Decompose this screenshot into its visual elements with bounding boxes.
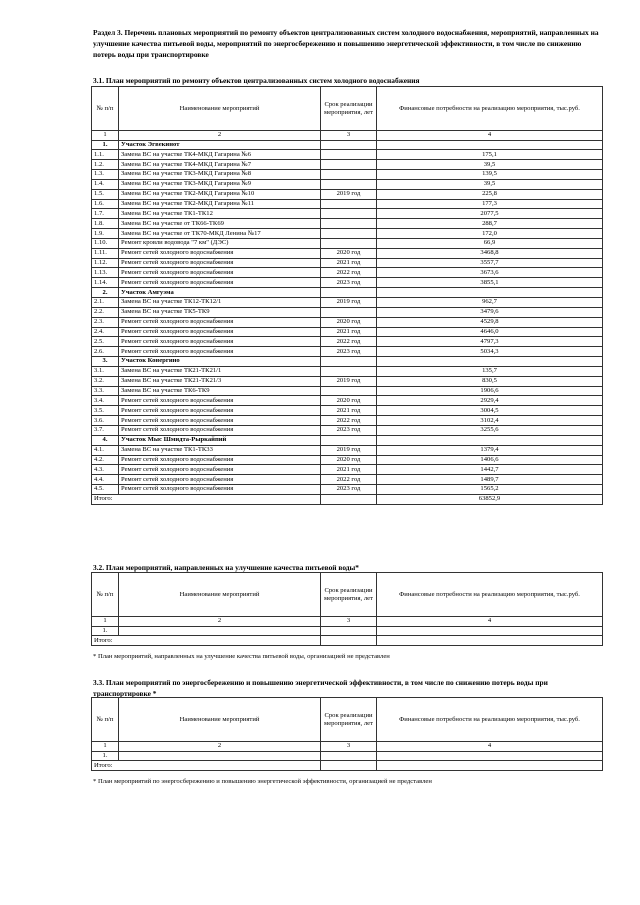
row-value: 1442,7 (377, 465, 603, 475)
row-value (377, 626, 603, 636)
section-row (92, 435, 603, 445)
column-number: 2 (119, 617, 321, 627)
table2-title: 3.2. План мероприятий, направленных на улучшение качества питьевой воды* (93, 563, 360, 572)
table-row (92, 327, 603, 337)
header-term: Срок реализации мероприятия, лет (321, 698, 377, 742)
row-term: 2022 год (321, 416, 377, 426)
row-num: 2.4. (92, 327, 119, 337)
row-value: 2077,5 (377, 209, 603, 219)
row-num: 4. (92, 435, 119, 445)
column-number: 2 (119, 742, 321, 752)
table-row (92, 238, 603, 248)
table-row (92, 465, 603, 475)
table-row (92, 406, 603, 416)
row-term: 2023 год (321, 425, 377, 435)
table-header-row (92, 87, 603, 131)
row-name: Замена ВС на участке ТК5-ТК9 (119, 307, 321, 317)
row-num: 1.4. (92, 179, 119, 189)
row-name: Участок Эгвекинот (119, 140, 321, 150)
row-name: Ремонт сетей холодного водоснабжения (119, 475, 321, 485)
row-name: Замена ВС на участке ТК2-МКД Гагарина №11 (119, 199, 321, 209)
total-label: Итого: (92, 636, 321, 646)
energy-saving-plan-table (91, 697, 603, 771)
row-term (321, 366, 377, 376)
table-row (92, 229, 603, 239)
row-num: 1. (92, 626, 119, 636)
row-num: 1.7. (92, 209, 119, 219)
row-term: 2020 год (321, 317, 377, 327)
row-term (321, 209, 377, 219)
table-row (92, 307, 603, 317)
row-value: 66,9 (377, 238, 603, 248)
row-value: 3468,8 (377, 248, 603, 258)
row-term: 2023 год (321, 347, 377, 357)
row-name: Замена ВС на участке ТК3-МКД Гагарина №8 (119, 170, 321, 180)
total-value (377, 761, 603, 771)
column-number-row (92, 131, 603, 141)
row-num: 2.1. (92, 298, 119, 308)
column-number: 1 (92, 131, 119, 141)
row-num: 4.4. (92, 475, 119, 485)
header-finance: Финансовые потребности на реализацию мероприятия, тыс.руб. (377, 573, 603, 617)
row-name: Замена ВС на участке ТК4-МКД Гагарина №6 (119, 150, 321, 160)
table-row (92, 396, 603, 406)
table-row (92, 416, 603, 426)
row-value: 3557,7 (377, 258, 603, 268)
total-value: 63852,9 (377, 494, 603, 504)
row-num: 3. (92, 357, 119, 367)
row-term: 2021 год (321, 406, 377, 416)
row-value: 4529,8 (377, 317, 603, 327)
row-name: Замена ВС на участке ТК1-ТК33 (119, 445, 321, 455)
row-name: Ремонт сетей холодного водоснабжения (119, 268, 321, 278)
row-name: Ремонт сетей холодного водоснабжения (119, 337, 321, 347)
table-row (92, 278, 603, 288)
row-num: 3.1. (92, 366, 119, 376)
row-num: 1. (92, 751, 119, 761)
row-value (377, 140, 603, 150)
total-term (321, 761, 377, 771)
row-value: 962,7 (377, 298, 603, 308)
row-term (321, 386, 377, 396)
table-row (92, 170, 603, 180)
row-name: Ремонт сетей холодного водоснабжения (119, 248, 321, 258)
row-num: 2. (92, 288, 119, 298)
row-term (321, 307, 377, 317)
water-quality-plan-table (91, 572, 603, 646)
total-label: Итого: (92, 761, 321, 771)
column-number: 1 (92, 742, 119, 752)
total-label: Итого: (92, 494, 321, 504)
row-num: 3.4. (92, 396, 119, 406)
row-value: 175,1 (377, 150, 603, 160)
row-term (321, 288, 377, 298)
row-value: 4797,3 (377, 337, 603, 347)
total-row (92, 636, 603, 646)
row-num: 3.6. (92, 416, 119, 426)
total-term (321, 494, 377, 504)
row-value (377, 357, 603, 367)
row-num: 1.9. (92, 229, 119, 239)
row-term (321, 435, 377, 445)
total-row (92, 494, 603, 504)
table-row (92, 347, 603, 357)
table-row (92, 150, 603, 160)
section-row (92, 357, 603, 367)
row-num: 1.13. (92, 268, 119, 278)
row-num: 1.8. (92, 219, 119, 229)
row-num: 2.2. (92, 307, 119, 317)
table-row (92, 179, 603, 189)
row-term: 2022 год (321, 268, 377, 278)
table3-title: 3.3. План мероприятий по энергосбережению и повышению энергетической эффективности, в том числе по снижению потерь воды при транспортировке * (93, 678, 548, 698)
row-value (377, 288, 603, 298)
row-term: 2023 год (321, 485, 377, 495)
row-value: 3673,6 (377, 268, 603, 278)
row-value: 3004,5 (377, 406, 603, 416)
table-row (92, 209, 603, 219)
row-term (321, 238, 377, 248)
row-term: 2022 год (321, 337, 377, 347)
row-name: Ремонт сетей холодного водоснабжения (119, 485, 321, 495)
column-number: 2 (119, 131, 321, 141)
row-value: 1906,6 (377, 386, 603, 396)
row-name: Замена ВС на участке от ТК70-МКД Ленина №17 (119, 229, 321, 239)
section-row (92, 140, 603, 150)
row-term: 2019 год (321, 445, 377, 455)
column-number: 4 (377, 617, 603, 627)
row-name: Ремонт сетей холодного водоснабжения (119, 327, 321, 337)
table2-footnote: * План мероприятий, направленных на улучшение качества питьевой воды, организацией не представлен (93, 653, 390, 660)
header-num: № п/п (92, 698, 119, 742)
row-num: 1.2. (92, 160, 119, 170)
row-value: 135,7 (377, 366, 603, 376)
header-finance: Финансовые потребности на реализацию мероприятия, тыс.руб. (377, 698, 603, 742)
row-num: 1.5. (92, 189, 119, 199)
column-number: 4 (377, 742, 603, 752)
row-term: 2020 год (321, 248, 377, 258)
row-num: 1. (92, 140, 119, 150)
row-name: Ремонт сетей холодного водоснабжения (119, 347, 321, 357)
column-number: 3 (321, 617, 377, 627)
row-value: 3855,1 (377, 278, 603, 288)
row-term (321, 140, 377, 150)
table-row (92, 425, 603, 435)
row-num: 2.3. (92, 317, 119, 327)
row-num: 1.6. (92, 199, 119, 209)
row-value: 288,7 (377, 219, 603, 229)
row-value: 225,8 (377, 189, 603, 199)
row-name: Ремонт сетей холодного водоснабжения (119, 416, 321, 426)
row-name: Ремонт сетей холодного водоснабжения (119, 425, 321, 435)
table-row (92, 199, 603, 209)
table-row (92, 268, 603, 278)
row-num: 3.5. (92, 406, 119, 416)
row-name: Замена ВС на участке ТК21-ТК21/3 (119, 376, 321, 386)
section-row (92, 288, 603, 298)
row-term: 2019 год (321, 376, 377, 386)
row-value: 3102,4 (377, 416, 603, 426)
column-number: 3 (321, 131, 377, 141)
row-term (321, 751, 377, 761)
row-num: 4.1. (92, 445, 119, 455)
table-row (92, 386, 603, 396)
row-value: 1489,7 (377, 475, 603, 485)
row-value: 39,5 (377, 160, 603, 170)
column-number: 4 (377, 131, 603, 141)
row-num: 4.2. (92, 455, 119, 465)
row-term: 2019 год (321, 189, 377, 199)
table3-footnote: * План мероприятий по энергосбережению и повышению энергетической эффективности, организацией не представлен (93, 778, 432, 785)
total-row (92, 761, 603, 771)
table-header-row (92, 573, 603, 617)
row-term: 2021 год (321, 327, 377, 337)
row-value (377, 751, 603, 761)
row-value: 3255,6 (377, 425, 603, 435)
row-term: 2020 год (321, 396, 377, 406)
row-term (321, 357, 377, 367)
table-row (92, 445, 603, 455)
repair-plan-table (91, 86, 603, 505)
header-name: Наименование мероприятий (119, 698, 321, 742)
row-value: 830,5 (377, 376, 603, 386)
column-number-row (92, 617, 603, 627)
row-name: Ремонт сетей холодного водоснабжения (119, 455, 321, 465)
row-name: Замена ВС на участке ТК21-ТК21/1 (119, 366, 321, 376)
row-num: 3.2. (92, 376, 119, 386)
row-value: 4646,0 (377, 327, 603, 337)
row-name: Ремонт сетей холодного водоснабжения (119, 396, 321, 406)
table-row (92, 248, 603, 258)
row-name: Ремонт сетей холодного водоснабжения (119, 258, 321, 268)
row-num: 1.10. (92, 238, 119, 248)
row-term (321, 219, 377, 229)
table-row (92, 298, 603, 308)
row-name: Участок Конергино (119, 357, 321, 367)
row-name: Участок Амгуэма (119, 288, 321, 298)
table-row (92, 366, 603, 376)
row-num: 3.7. (92, 425, 119, 435)
row-value (377, 435, 603, 445)
row-num: 2.6. (92, 347, 119, 357)
row-num: 1.12. (92, 258, 119, 268)
total-term (321, 636, 377, 646)
row-term (321, 199, 377, 209)
row-name: Ремонт сетей холодного водоснабжения (119, 317, 321, 327)
table-row (92, 160, 603, 170)
header-finance: Финансовые потребности на реализацию мероприятия, тыс.руб. (377, 87, 603, 131)
header-num: № п/п (92, 87, 119, 131)
header-name: Наименование мероприятий (119, 573, 321, 617)
row-term (321, 179, 377, 189)
row-num: 4.5. (92, 485, 119, 495)
repair-plan-rows (92, 140, 603, 494)
empty-row (92, 626, 603, 636)
row-term: 2020 год (321, 455, 377, 465)
row-name: Ремонт сетей холодного водоснабжения (119, 465, 321, 475)
table-row (92, 219, 603, 229)
table-row (92, 376, 603, 386)
row-name (119, 751, 321, 761)
table-row (92, 475, 603, 485)
row-value: 172,0 (377, 229, 603, 239)
row-name: Ремонт кровли водовода "7 км" (ДЭС) (119, 238, 321, 248)
row-name: Замена ВС на участке от ТК66-ТК69 (119, 219, 321, 229)
row-name: Замена ВС на участке ТК2-МКД Гагарина №10 (119, 189, 321, 199)
column-number: 1 (92, 617, 119, 627)
table-row (92, 455, 603, 465)
column-number: 3 (321, 742, 377, 752)
row-term (321, 229, 377, 239)
table-row (92, 337, 603, 347)
row-term: 2019 год (321, 298, 377, 308)
row-num: 1.14. (92, 278, 119, 288)
row-name: Замена ВС на участке ТК4-МКД Гагарина №7 (119, 160, 321, 170)
table-header-row (92, 698, 603, 742)
row-value: 39,5 (377, 179, 603, 189)
row-value: 5034,3 (377, 347, 603, 357)
header-term: Срок реализации мероприятия, лет (321, 87, 377, 131)
row-value: 2929,4 (377, 396, 603, 406)
row-value: 139,5 (377, 170, 603, 180)
row-num: 1.11. (92, 248, 119, 258)
row-num: 3.3. (92, 386, 119, 396)
row-value: 3479,6 (377, 307, 603, 317)
table-row (92, 317, 603, 327)
row-name: Ремонт сетей холодного водоснабжения (119, 406, 321, 416)
row-name: Ремонт сетей холодного водоснабжения (119, 278, 321, 288)
table-row (92, 258, 603, 268)
row-value: 177,3 (377, 199, 603, 209)
row-term: 2022 год (321, 475, 377, 485)
row-name: Замена ВС на участке ТК1-ТК12 (119, 209, 321, 219)
row-term (321, 150, 377, 160)
row-term: 2023 год (321, 278, 377, 288)
row-num: 1.3. (92, 170, 119, 180)
table1-title: 3.1. План мероприятий по ремонту объектов централизованных систем холодного водоснабжения (93, 76, 420, 85)
section-heading: Раздел 3. Перечень плановых мероприятий по ремонту объектов централизованных систем холодного водоснабжения, мероприятий, направленных на улучшение качества питьевой воды, мероприятий по энергосбережению и повышению энергетической эффективности, в том числе по снижению потерь воды при транспортировке (93, 28, 599, 59)
header-num: № п/п (92, 573, 119, 617)
header-name: Наименование мероприятий (119, 87, 321, 131)
column-number-row (92, 742, 603, 752)
row-term (321, 170, 377, 180)
row-term: 2021 год (321, 465, 377, 475)
row-value: 1406,6 (377, 455, 603, 465)
empty-row (92, 751, 603, 761)
row-term: 2021 год (321, 258, 377, 268)
row-num: 1.1. (92, 150, 119, 160)
row-name: Замена ВС на участке ТК3-МКД Гагарина №9 (119, 179, 321, 189)
row-num: 2.5. (92, 337, 119, 347)
row-name: Замена ВС на участке ТК12-ТК12/1 (119, 298, 321, 308)
row-term (321, 626, 377, 636)
table-row (92, 189, 603, 199)
row-name: Участок Мыс Шмидта-Рыркайпий (119, 435, 321, 445)
row-name (119, 626, 321, 636)
header-term: Срок реализации мероприятия, лет (321, 573, 377, 617)
row-num: 4.3. (92, 465, 119, 475)
row-value: 1565,2 (377, 485, 603, 495)
row-term (321, 160, 377, 170)
row-value: 1379,4 (377, 445, 603, 455)
row-name: Замена ВС на участке ТК6-ТК9 (119, 386, 321, 396)
total-value (377, 636, 603, 646)
table-row (92, 485, 603, 495)
